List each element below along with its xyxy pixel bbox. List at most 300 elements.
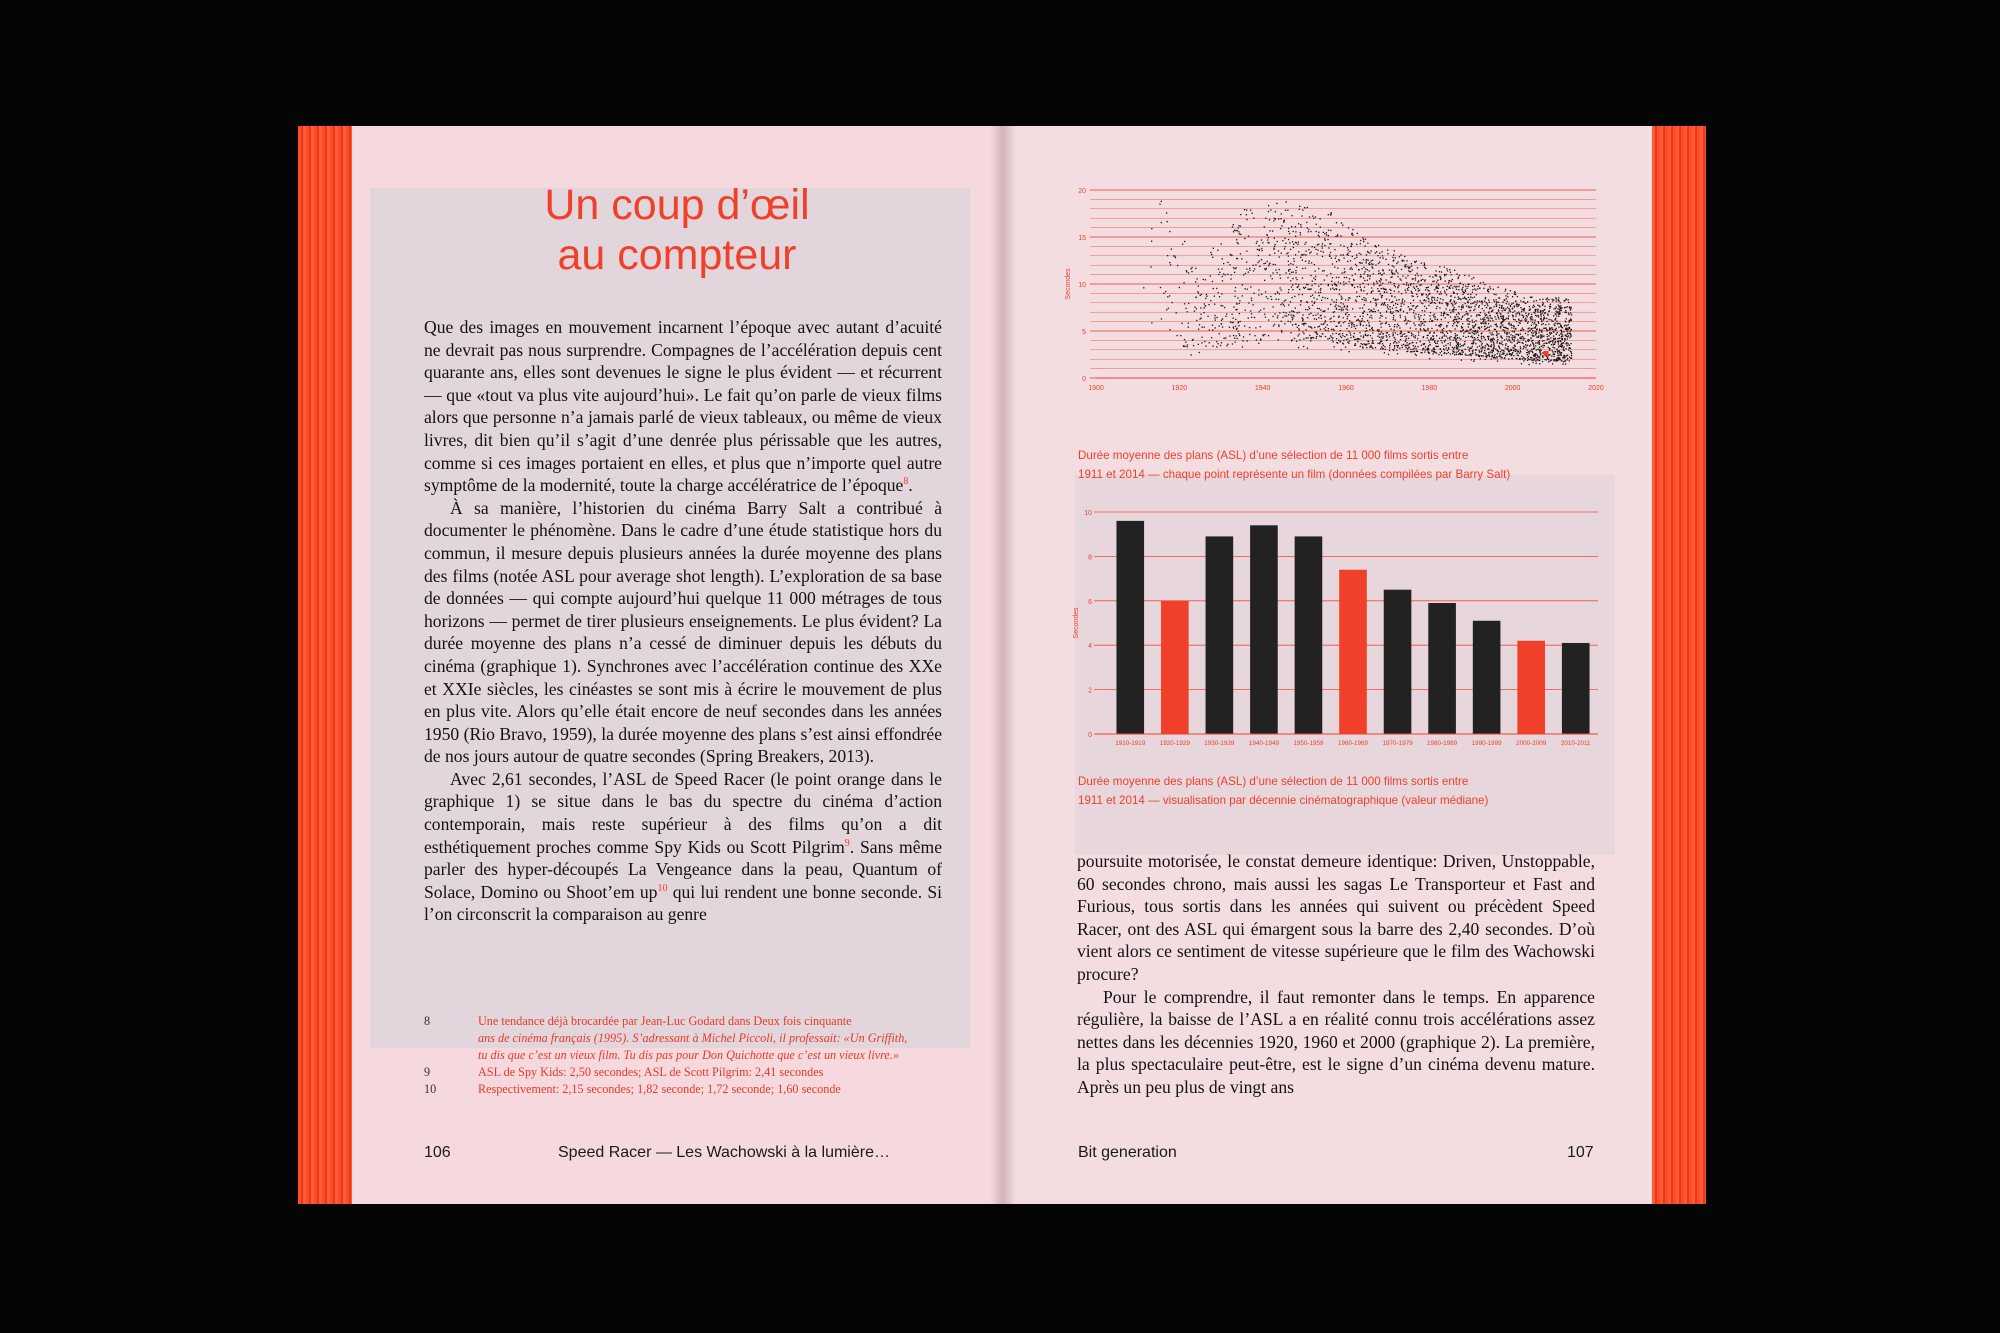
film-point — [1468, 297, 1469, 298]
film-point — [1320, 309, 1321, 310]
film-point — [1564, 325, 1565, 326]
film-point — [1379, 253, 1380, 254]
film-point — [1469, 350, 1470, 351]
film-point — [1381, 251, 1382, 252]
film-point — [1512, 353, 1513, 354]
film-point — [1369, 329, 1370, 330]
film-point — [1277, 317, 1278, 318]
film-point — [1351, 244, 1352, 245]
film-point — [1186, 346, 1187, 347]
film-point — [1555, 351, 1556, 352]
film-point — [1458, 296, 1459, 297]
film-point — [1502, 344, 1503, 345]
film-point — [1542, 310, 1543, 311]
film-point — [1213, 288, 1214, 289]
film-point — [1466, 331, 1467, 332]
film-point — [1554, 359, 1555, 360]
film-point — [1560, 340, 1561, 341]
film-point — [1440, 352, 1441, 353]
film-point — [1256, 241, 1257, 242]
film-point — [1257, 262, 1258, 263]
film-point — [1532, 322, 1533, 323]
film-point — [1419, 319, 1420, 320]
film-point — [1477, 354, 1478, 355]
film-point — [1461, 306, 1462, 307]
film-point — [1414, 288, 1415, 289]
film-point — [1383, 270, 1384, 271]
film-point — [1468, 306, 1469, 307]
film-point — [1393, 311, 1394, 312]
film-point — [1285, 312, 1286, 313]
film-point — [1390, 293, 1391, 294]
film-point — [1356, 320, 1357, 321]
film-point — [1274, 313, 1275, 314]
film-point — [1280, 218, 1281, 219]
film-point — [1479, 305, 1480, 306]
film-point — [1534, 358, 1535, 359]
film-point — [1367, 341, 1368, 342]
x-tick-label: 1920-1929 — [1159, 740, 1190, 747]
film-point — [1540, 353, 1541, 354]
film-point — [1340, 302, 1341, 303]
film-point — [1413, 278, 1414, 279]
film-point — [1513, 341, 1514, 342]
film-point — [1489, 332, 1490, 333]
film-point — [1186, 271, 1187, 272]
film-point — [1428, 345, 1429, 346]
film-point — [1475, 338, 1476, 339]
film-point — [1506, 298, 1507, 299]
film-point — [1320, 288, 1321, 289]
film-point — [1393, 329, 1394, 330]
film-point — [1512, 331, 1513, 332]
film-point — [1532, 343, 1533, 344]
film-point — [1544, 359, 1545, 360]
film-point — [1450, 296, 1451, 297]
film-point — [1334, 321, 1335, 322]
film-point — [1528, 364, 1529, 365]
film-point — [1494, 301, 1495, 302]
film-point — [1317, 253, 1318, 254]
film-point — [1319, 236, 1320, 237]
film-point — [1565, 356, 1566, 357]
film-point — [1434, 297, 1435, 298]
film-point — [1405, 341, 1406, 342]
x-tick-label: 1900 — [1088, 385, 1104, 390]
film-point — [1474, 309, 1475, 310]
film-point — [1477, 331, 1478, 332]
film-point — [1405, 316, 1406, 317]
film-point — [1424, 324, 1425, 325]
film-point — [1212, 325, 1213, 326]
film-point — [1438, 285, 1439, 286]
film-point — [1422, 293, 1423, 294]
film-point — [1560, 333, 1561, 334]
film-point — [1307, 289, 1308, 290]
film-point — [1527, 334, 1528, 335]
film-point — [1539, 357, 1540, 358]
film-point — [1563, 349, 1564, 350]
film-point — [1446, 336, 1447, 337]
film-point — [1443, 345, 1444, 346]
film-point — [1183, 282, 1184, 283]
film-point — [1558, 300, 1559, 301]
film-point — [1269, 219, 1270, 220]
film-point — [1357, 341, 1358, 342]
film-point — [1505, 295, 1506, 296]
film-point — [1537, 305, 1538, 306]
film-point — [1542, 361, 1543, 362]
film-point — [1532, 328, 1533, 329]
film-point — [1460, 299, 1461, 300]
film-point — [1564, 307, 1565, 308]
film-point — [1284, 246, 1285, 247]
film-point — [1305, 261, 1306, 262]
film-point — [1336, 308, 1337, 309]
film-point — [1533, 360, 1534, 361]
film-point — [1409, 321, 1410, 322]
film-point — [1184, 339, 1185, 340]
film-point — [1462, 294, 1463, 295]
film-point — [1468, 326, 1469, 327]
film-point — [1288, 314, 1289, 315]
film-point — [1371, 310, 1372, 311]
film-point — [1465, 349, 1466, 350]
film-point — [1482, 308, 1483, 309]
film-point — [1350, 322, 1351, 323]
film-point — [1292, 319, 1293, 320]
film-point — [1458, 349, 1459, 350]
film-point — [1504, 339, 1505, 340]
film-point — [1504, 300, 1505, 301]
film-point — [1518, 334, 1519, 335]
film-point — [1470, 355, 1471, 356]
film-point — [1314, 318, 1315, 319]
film-point — [1446, 268, 1447, 269]
film-point — [1329, 256, 1330, 257]
film-point — [1333, 301, 1334, 302]
film-point — [1403, 260, 1404, 261]
film-point — [1344, 272, 1345, 273]
film-point — [1314, 301, 1315, 302]
film-point — [1477, 300, 1478, 301]
film-point — [1236, 267, 1237, 268]
film-point — [1151, 228, 1152, 229]
film-point — [1378, 245, 1379, 246]
film-point — [1309, 216, 1310, 217]
film-point — [1497, 353, 1498, 354]
film-point — [1332, 263, 1333, 264]
film-point — [1210, 275, 1211, 276]
film-point — [1568, 324, 1569, 325]
film-point — [1437, 343, 1438, 344]
caption-line: Durée moyenne des plans (ASL) d’une sélection de 11 000 films sortis entre — [1078, 449, 1469, 462]
paragraph: À sa manière, l’historien du cinéma Barry Salt a contribué à documenter le phénomène. Dans le cadre d’une étude statistique hors du commun, il mesure depuis plusieurs années la durée moyenne des plans des films (notée ASL pour average shot length). L’exploration de sa base de données — qui compte aujourd’hui quelque 11 000 métrages de tous horizons — permet de tirer plusieurs enseignements. Le plus évident? La durée moyenne des plans n’a cessé de diminuer depuis les débuts du cinéma (graphique 1). Synchrones avec l’accélération continue des XXe et XXIe siècles, les cinéastes se sont mis à écrire le mouvement de plus en plus vite. Alors qu’elle était encore de neuf secondes dans les années 1950 (Rio Bravo, 1959), la durée moyenne des plans s’est ainsi effondrée de nos jours autour de quatre secondes (Spring Breakers, 2013). — [424, 497, 942, 767]
film-point — [1464, 297, 1465, 298]
film-point — [1431, 298, 1432, 299]
film-point — [1341, 296, 1342, 297]
film-point — [1238, 325, 1239, 326]
film-point — [1393, 319, 1394, 320]
film-point — [1401, 260, 1402, 261]
film-point — [1406, 282, 1407, 283]
film-point — [1515, 328, 1516, 329]
film-point — [1459, 352, 1460, 353]
footnote-ref[interactable]: 10 — [657, 882, 668, 894]
film-point — [1215, 319, 1216, 320]
film-point — [1209, 342, 1210, 343]
film-point — [1458, 276, 1459, 277]
film-point — [1351, 234, 1352, 235]
footnote-ref[interactable]: 8 — [903, 476, 909, 488]
film-point — [1550, 334, 1551, 335]
film-point — [1441, 319, 1442, 320]
film-point — [1472, 353, 1473, 354]
film-point — [1487, 290, 1488, 291]
film-point — [1269, 230, 1270, 231]
film-point — [1195, 281, 1196, 282]
chart1-caption — [1078, 446, 1510, 484]
film-point — [1547, 358, 1548, 359]
film-point — [1471, 278, 1472, 279]
film-point — [1409, 343, 1410, 344]
film-point — [1277, 241, 1278, 242]
film-point — [1493, 299, 1494, 300]
film-point — [1331, 257, 1332, 258]
film-point — [1532, 330, 1533, 331]
film-point — [1491, 358, 1492, 359]
film-point — [1464, 314, 1465, 315]
film-point — [1364, 321, 1365, 322]
film-point — [1413, 312, 1414, 313]
film-point — [1471, 306, 1472, 307]
film-point — [1405, 292, 1406, 293]
film-point — [1569, 356, 1570, 357]
film-point — [1322, 270, 1323, 271]
film-point — [1372, 268, 1373, 269]
film-point — [1402, 300, 1403, 301]
film-point — [1400, 333, 1401, 334]
footnote-ref[interactable]: 9 — [844, 837, 850, 849]
film-point — [1424, 267, 1425, 268]
film-point — [1495, 348, 1496, 349]
film-point — [1289, 233, 1290, 234]
film-point — [1512, 352, 1513, 353]
film-point — [1297, 327, 1298, 328]
film-point — [1486, 314, 1487, 315]
film-point — [1330, 317, 1331, 318]
film-point — [1560, 344, 1561, 345]
film-point — [1433, 315, 1434, 316]
film-point — [1340, 245, 1341, 246]
film-point — [1362, 299, 1363, 300]
film-point — [1323, 270, 1324, 271]
y-tick-label: 8 — [1088, 554, 1092, 562]
film-point — [1395, 286, 1396, 287]
film-point — [1235, 325, 1236, 326]
film-point — [1524, 346, 1525, 347]
film-point — [1279, 287, 1280, 288]
film-point — [1474, 321, 1475, 322]
film-point — [1197, 278, 1198, 279]
film-point — [1432, 276, 1433, 277]
film-point — [1506, 303, 1507, 304]
film-point — [1534, 306, 1535, 307]
film-point — [1239, 233, 1240, 234]
film-point — [1315, 279, 1316, 280]
film-point — [1449, 269, 1450, 270]
film-point — [1367, 274, 1368, 275]
film-point — [1289, 269, 1290, 270]
film-point — [1496, 324, 1497, 325]
film-point — [1521, 329, 1522, 330]
film-point — [1453, 291, 1454, 292]
film-point — [1316, 224, 1317, 225]
film-point — [1342, 335, 1343, 336]
film-point — [1372, 342, 1373, 343]
film-point — [1251, 313, 1252, 314]
film-point — [1325, 330, 1326, 331]
film-point — [1372, 332, 1373, 333]
film-point — [1558, 343, 1559, 344]
film-point — [1506, 318, 1507, 319]
film-point — [1444, 353, 1445, 354]
film-point — [1428, 351, 1429, 352]
film-point — [1351, 267, 1352, 268]
film-point — [1472, 343, 1473, 344]
film-point — [1415, 275, 1416, 276]
film-point — [1538, 332, 1539, 333]
film-point — [1404, 320, 1405, 321]
film-point — [1238, 227, 1239, 228]
film-point — [1454, 297, 1455, 298]
film-point — [1382, 316, 1383, 317]
film-point — [1547, 338, 1548, 339]
film-point — [1435, 343, 1436, 344]
film-point — [1499, 297, 1500, 298]
film-point — [1471, 336, 1472, 337]
film-point — [1483, 346, 1484, 347]
film-point — [1295, 270, 1296, 271]
film-point — [1387, 253, 1388, 254]
film-point — [1423, 300, 1424, 301]
film-point — [1299, 209, 1300, 210]
film-point — [1507, 340, 1508, 341]
film-point — [1426, 297, 1427, 298]
film-point — [1490, 352, 1491, 353]
film-point — [1389, 347, 1390, 348]
film-point — [1191, 267, 1192, 268]
film-point — [1403, 311, 1404, 312]
footnote — [424, 1064, 964, 1081]
film-point — [1418, 324, 1419, 325]
film-point — [1530, 297, 1531, 298]
film-point — [1191, 354, 1192, 355]
film-point — [1481, 338, 1482, 339]
film-point — [1370, 346, 1371, 347]
film-point — [1494, 357, 1495, 358]
page-edges-left — [298, 126, 352, 1204]
film-point — [1363, 241, 1364, 242]
film-point — [1334, 283, 1335, 284]
film-point — [1201, 342, 1202, 343]
film-point — [1280, 228, 1281, 229]
film-point — [1167, 255, 1168, 256]
film-point — [1330, 230, 1331, 231]
film-point — [1339, 294, 1340, 295]
film-point — [1415, 277, 1416, 278]
film-point — [1529, 351, 1530, 352]
film-point — [1475, 324, 1476, 325]
film-point — [1292, 324, 1293, 325]
film-point — [1457, 322, 1458, 323]
film-point — [1469, 332, 1470, 333]
film-point — [1332, 337, 1333, 338]
film-point — [1324, 245, 1325, 246]
film-point — [1476, 294, 1477, 295]
film-point — [1537, 355, 1538, 356]
film-point — [1396, 350, 1397, 351]
film-point — [1386, 340, 1387, 341]
film-point — [1307, 317, 1308, 318]
film-point — [1449, 330, 1450, 331]
film-point — [1249, 268, 1250, 269]
film-point — [1274, 246, 1275, 247]
film-point — [1318, 232, 1319, 233]
film-point — [1484, 322, 1485, 323]
film-point — [1253, 270, 1254, 271]
film-point — [1465, 298, 1466, 299]
film-point — [1336, 302, 1337, 303]
film-point — [1535, 345, 1536, 346]
film-point — [1301, 215, 1302, 216]
film-point — [1246, 261, 1247, 262]
film-point — [1480, 282, 1481, 283]
film-point — [1512, 316, 1513, 317]
film-point — [1348, 351, 1349, 352]
film-point — [1223, 263, 1224, 264]
film-point — [1472, 322, 1473, 323]
film-point — [1415, 308, 1416, 309]
film-point — [1323, 232, 1324, 233]
film-point — [1551, 344, 1552, 345]
film-point — [1551, 360, 1552, 361]
film-point — [1550, 306, 1551, 307]
film-point — [1570, 336, 1571, 337]
film-point — [1501, 350, 1502, 351]
film-point — [1571, 355, 1572, 356]
film-point — [1539, 352, 1540, 353]
film-point — [1532, 307, 1533, 308]
film-point — [1314, 327, 1315, 328]
film-point — [1488, 318, 1489, 319]
film-point — [1473, 310, 1474, 311]
film-point — [1314, 247, 1315, 248]
film-point — [1533, 301, 1534, 302]
film-point — [1475, 352, 1476, 353]
film-point — [1475, 331, 1476, 332]
film-point — [1194, 307, 1195, 308]
film-point — [1375, 302, 1376, 303]
film-point — [1421, 323, 1422, 324]
film-point — [1418, 314, 1419, 315]
film-point — [1408, 306, 1409, 307]
film-point — [1549, 332, 1550, 333]
film-point — [1222, 318, 1223, 319]
film-point — [1560, 323, 1561, 324]
film-point — [1395, 303, 1396, 304]
film-point — [1288, 321, 1289, 322]
